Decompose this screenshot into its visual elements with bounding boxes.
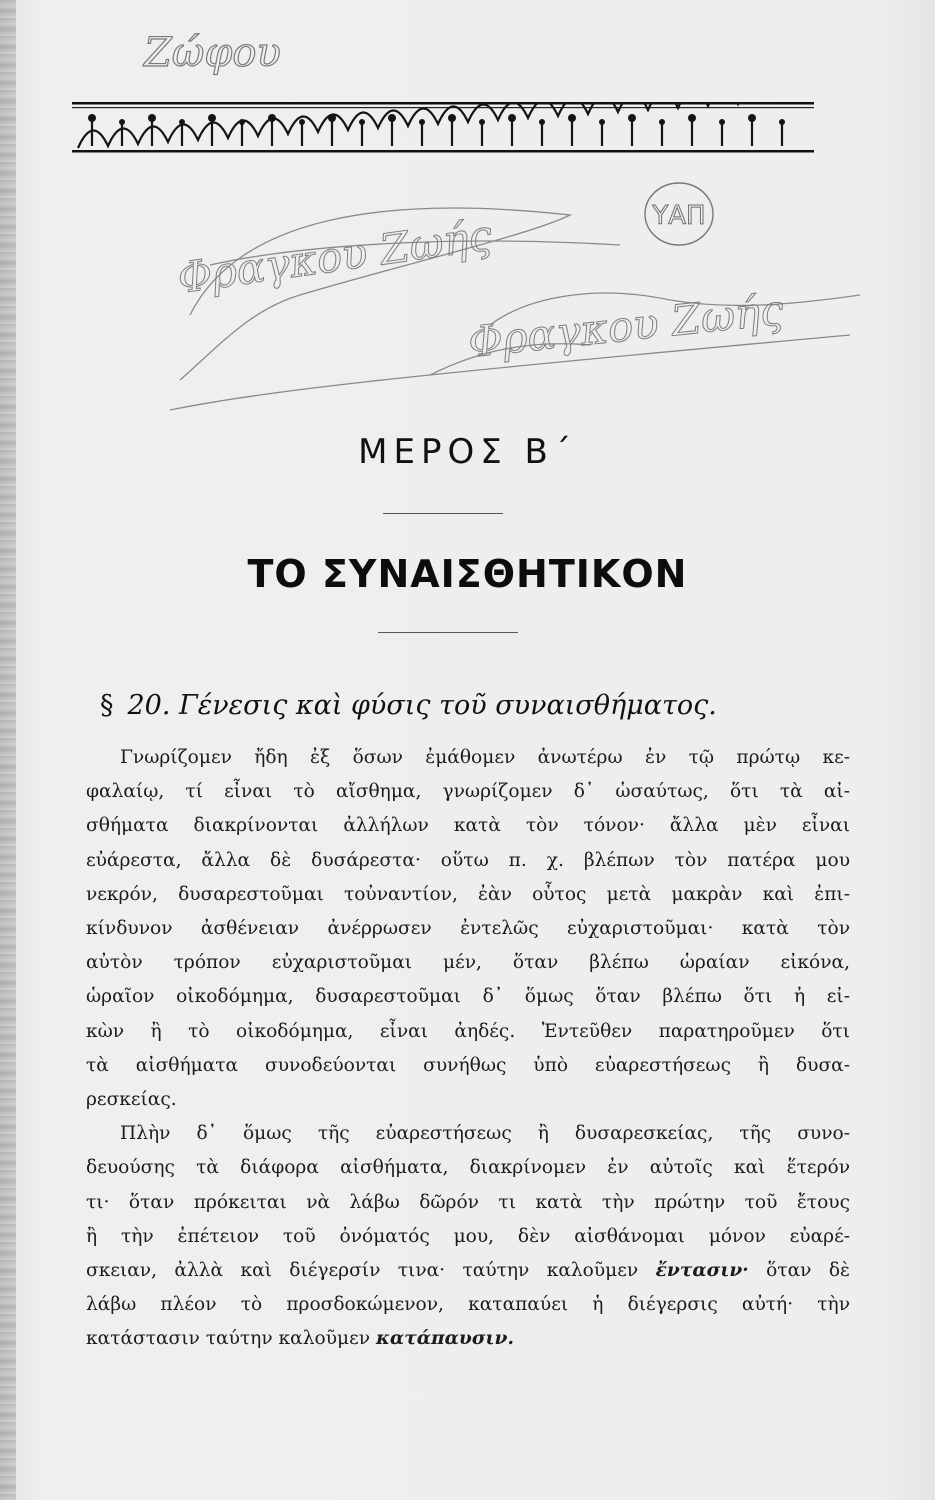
- divider-rule: [378, 632, 518, 633]
- svg-text:Φραγκου Ζωής: Φραγκου Ζωής: [174, 210, 495, 303]
- body-text: [86, 741, 850, 1357]
- text-line: ρεσκείας.: [86, 1089, 177, 1111]
- text-line: νεκρόν, δυσαρεστοῦμαι τοὐναντίον, ἐὰν οὗτος μετὰ μακρὰν καὶ ἐπι-: [86, 883, 850, 905]
- paragraph-number: 20.: [127, 690, 171, 721]
- text-line: ὡραῖον οἰκοδόμημα, δυσαρεστοῦμαι δ᾽ ὅμως ὅταν βλέπω ὅτι ἡ εἰ-: [86, 986, 850, 1008]
- text-line: λάβω πλέον τὸ προσδοκώμενον, καταπαύει ἡ διέγερσις αὐτή· τὴν: [86, 1294, 850, 1316]
- section-symbol: §: [100, 690, 114, 721]
- text-line: τι· ὅταν πρόκειται νὰ λάβω δῶρόν τι κατὰ τὴν πρώτην τοῦ ἔτους: [86, 1191, 850, 1213]
- paragraph-2: [86, 1117, 850, 1356]
- svg-text:ΥΑΠ: ΥΑΠ: [652, 201, 706, 231]
- paragraph-1: [86, 741, 850, 1117]
- paragraph-title: Γένεσις καὶ φύσις τοῦ συναισθήματος.: [179, 690, 717, 721]
- section-title: ΤΟ ΣΥΝΑΙΣΘΗΤΙΚΟΝ: [247, 552, 688, 596]
- handwritten-note: [140, 18, 310, 88]
- text-fragment: σκειαν, ἀλλὰ καὶ διέγερσίν τινα· ταύτην καλοῦμεν: [86, 1260, 639, 1282]
- term-entasis: ἔντασιν·: [655, 1260, 749, 1282]
- svg-text:Ζώφου: Ζώφου: [144, 30, 281, 76]
- library-stamp: [640, 178, 718, 250]
- text-line: αὐτὸν τρόπον εὐχαριστοῦμαι μέν, ὅταν βλέπω ὡραίαν εἰκόνα,: [86, 952, 850, 974]
- text-line-with-term: [86, 1254, 850, 1288]
- term-katapausis: κατάπαυσιν.: [375, 1328, 514, 1350]
- text-line: ἢ τὴν ἐπέτειον τοῦ ὀνόματός μου, δὲν αἰσθάνομαι μόνον εὐαρέ-: [86, 1225, 850, 1247]
- pencil-signatures: [150, 175, 870, 420]
- ornamental-header-band: [72, 102, 814, 158]
- text-line: κὼν ἢ τὸ οἰκοδόμημα, εἶναι ἀηδές. Ἐντεῦθεν παρατηροῦμεν ὅτι: [86, 1020, 850, 1042]
- text-line: τὰ αἰσθήματα συνοδεύονται συνήθως ὑπὸ εὐαρεστήσεως ἢ δυσα-: [86, 1054, 850, 1076]
- text-line-with-term: [86, 1322, 850, 1356]
- divider-rule: [383, 513, 503, 514]
- text-line: σθήματα διακρίνονται ἀλλήλων κατὰ τὸν τόνον· ἄλλα μὲν εἶναι: [86, 815, 850, 837]
- text-line: Γνωρίζομεν ἤδη ἐξ ὅσων ἐμάθομεν ἀνωτέρω ἐν τῷ πρώτῳ κε-: [120, 747, 850, 768]
- svg-text:Φραγκου Ζωής: Φραγκου Ζωής: [465, 285, 786, 367]
- text-line: εὐάρεστα, ἄλλα δὲ δυσάρεστα· οὕτω π. χ. βλέπων τὸν πατέρα μου: [86, 849, 850, 871]
- book-spine-shadow: [0, 0, 16, 1500]
- text-line: δευούσης τὰ διάφορα αἰσθήματα, διακρίνομεν ἐν αὐτοῖς καὶ ἕτερόν: [86, 1157, 850, 1179]
- text-fragment: κατάστασιν ταύτην καλοῦμεν: [86, 1328, 371, 1350]
- paragraph-heading: [100, 690, 820, 721]
- text-line: Πλὴν δ᾽ ὅμως τῆς εὐαρεστήσεως ἢ δυσαρεσκείας, τῆς συνο-: [120, 1123, 850, 1145]
- part-heading: ΜΕΡΟΣ Β΄: [358, 432, 577, 472]
- text-line: φαλαίῳ, τί εἶναι τὸ αἴσθημα, γνωρίζομεν δ᾽ ὡσαύτως, ὅτι τὰ αἰ-: [86, 781, 850, 803]
- text-line: κίνδυνον ἀσθένειαν ἀνέρρωσεν ἐντελῶς εὐχαριστοῦμαι· κατὰ τὸν: [86, 918, 850, 940]
- text-fragment: ὅταν δὲ: [766, 1260, 850, 1282]
